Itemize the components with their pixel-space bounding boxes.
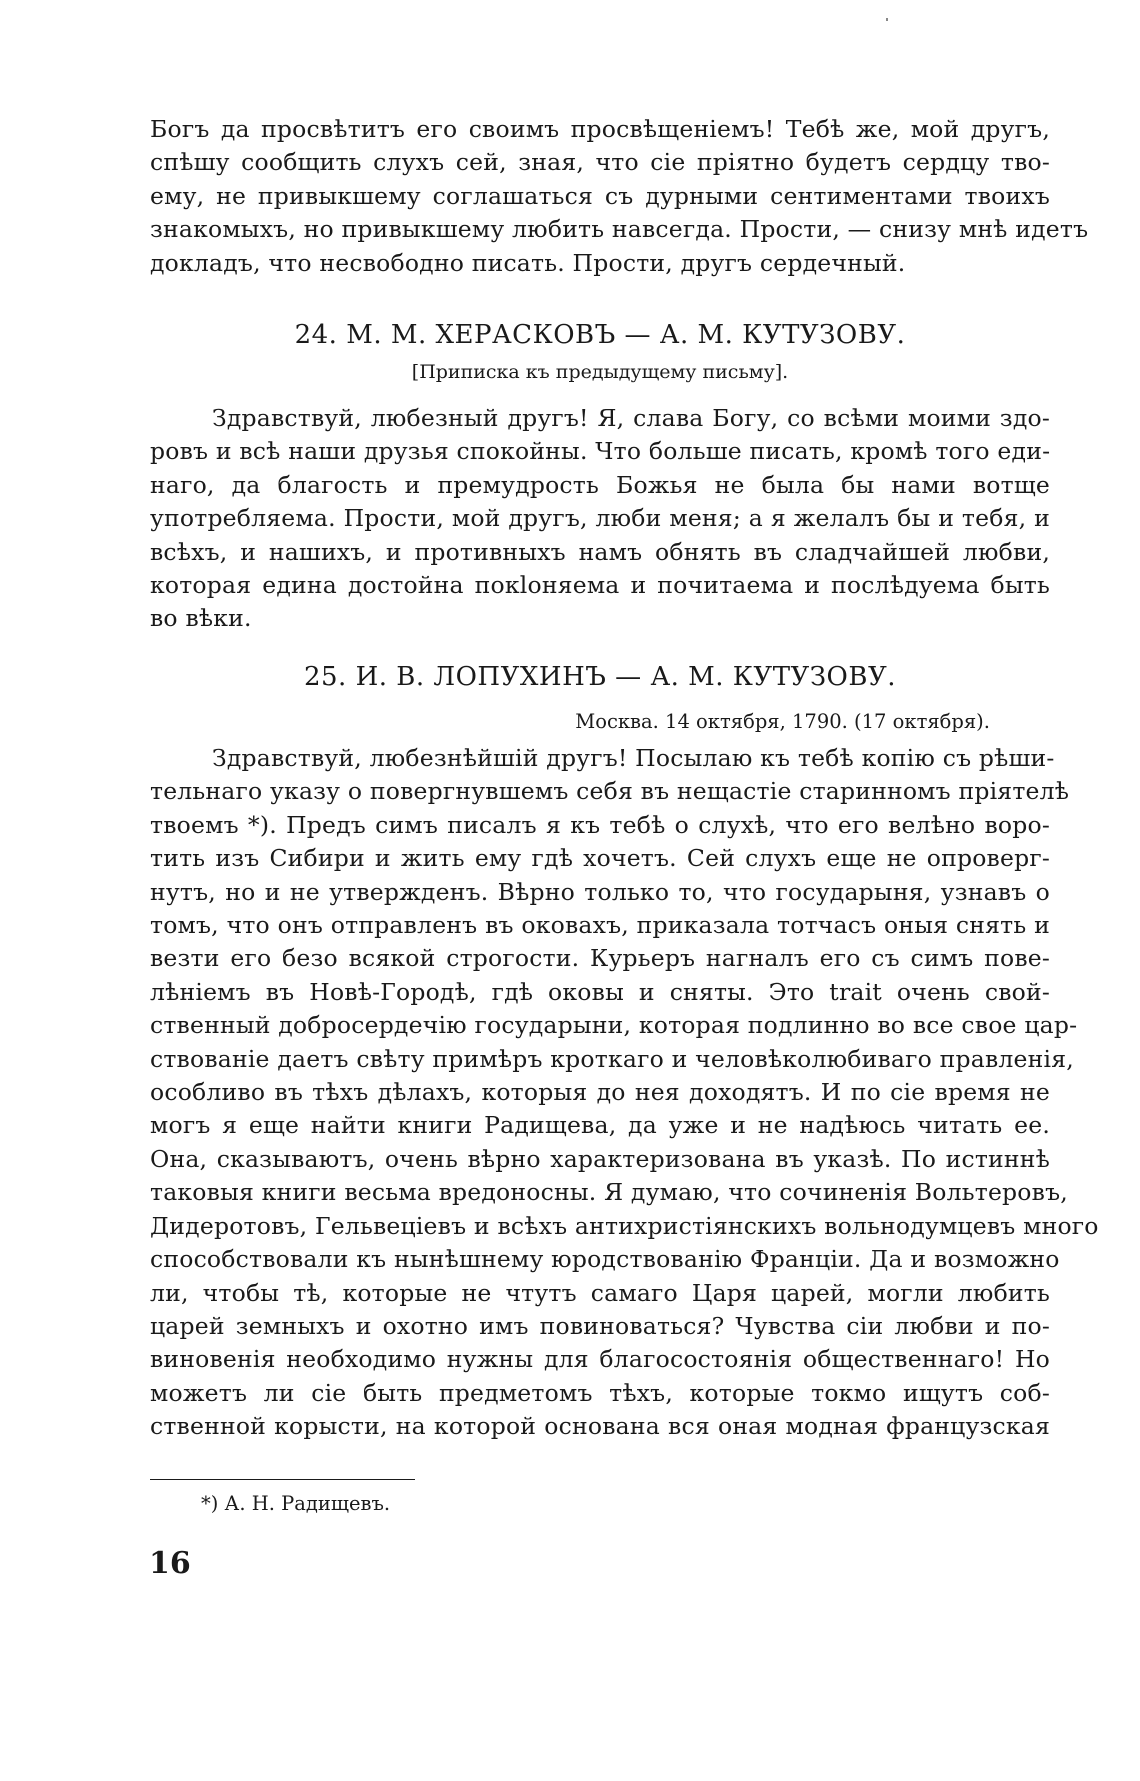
letter-25-dateline: Москва. 14 октября, 1790. (17 октября). — [575, 710, 990, 733]
text-line: виновенія необходимо нужны для благосостоянія общественнаго! Но — [150, 1345, 1050, 1374]
text-line: особливо въ тѣхъ дѣлахъ, которыя до нея доходятъ. И по сіе время не — [150, 1078, 1050, 1107]
letter-24-subnote: [Приписка къ предыдущему письму]. — [411, 361, 789, 383]
text-line: Богъ да просвѣтитъ его своимъ просвѣщеніемъ! Тебѣ же, мой другъ, — [150, 115, 1050, 143]
text-line: таковыя книги весьма вредоносны. Я думаю, что сочиненія Вольтеровъ, — [150, 1178, 1068, 1207]
text-line: способствовали къ нынѣшнему юродствованію Франціи. Да и возможно — [150, 1245, 1060, 1274]
text-line: лѣніемъ въ Новѣ-Городѣ, гдѣ оковы и сняты. Это trait очень свой- — [150, 977, 1050, 1006]
page-number: 16 — [149, 1546, 191, 1581]
letter-25-body — [150, 742, 1099, 1444]
text-line: ствованіе даетъ свѣту примѣръ кроткаго и человѣколюбиваго правленія, — [150, 1044, 1074, 1073]
letter-24-heading: 24. М. М. ХЕРАСКОВЪ — А. М. КУТУЗОВУ. — [294, 320, 906, 350]
text-line: ему, не привыкшему соглашаться съ дурными сентиментами твоихъ — [150, 181, 1050, 210]
text-line: можетъ ли сіе быть предметомъ тѣхъ, которые токмо ищутъ соб- — [150, 1378, 1050, 1407]
text-line: всѣхъ, и нашихъ, и противныхъ намъ обнять въ сладчайшей любви, — [150, 537, 1050, 566]
opening-paragraph — [150, 113, 1089, 280]
text-line: Дидеротовъ, Гельвеціевъ и всѣхъ антихристіянскихъ вольнодумцевъ много — [150, 1211, 1099, 1240]
text-line: тельнаго указу о повергнувшемъ себя въ нещастіе старинномъ пріятелѣ — [150, 777, 1070, 806]
text-line: томъ, что онъ отправленъ въ оковахъ, приказала тотчасъ оныя снять и — [150, 911, 1050, 940]
text-line: ли, чтобы тѣ, которые не чтутъ самаго Царя царей, могли любить — [150, 1278, 1050, 1307]
text-line: которая едина достойна покlоняема и почитаема и послѣдуема быть — [150, 571, 1050, 600]
text-line: спѣшу сообщить слухъ сей, зная, что сіе пріятно будетъ сердцу тво- — [150, 148, 1050, 177]
text-line: ровъ и всѣ наши друзья спокойны. Что больше писать, кромѣ того еди- — [150, 437, 1051, 466]
text-line: ственный добросердечію государыни, которая подлинно во все свое цар- — [150, 1011, 1078, 1040]
letter-25-heading: 25. И. В. ЛОПУХИНЪ — А. М. КУТУЗОВУ. — [303, 662, 897, 692]
text-line: тить изъ Сибири и жить ему гдѣ хочетъ. Сей слухъ еще не опроверг- — [150, 844, 1050, 873]
text-line: наго, да благость и премудрость Божья не была бы нами вотще — [150, 470, 1050, 499]
text-line: употребляема. Прости, мой другъ, люби меня; а я желалъ бы и тебя, и — [150, 504, 1050, 533]
text-line: царей земныхъ и охотно имъ повиноваться? Чувства сіи любви и по- — [150, 1311, 1050, 1340]
text-line: Здравствуй, любезный другъ! Я, слава Богу, со всѣми моими здо- — [212, 404, 1050, 432]
text-line: могъ я еще найти книги Радищева, да уже и не надѣюсь читать ее. — [150, 1111, 1050, 1140]
print-speck — [886, 18, 888, 21]
text-line: ственной корысти, на которой основана вся оная модная французская — [150, 1412, 1050, 1441]
text-line: нутъ, но и не утвержденъ. Вѣрно только то, что государыня, узнавъ о — [150, 877, 1050, 906]
footnote-divider — [150, 1479, 415, 1480]
text-line: везти его безо всякой строгости. Курьеръ нагналъ его съ симъ пове- — [150, 944, 1050, 973]
text-line: Здравствуй, любезнѣйшій другъ! Посылаю къ тебѣ копію съ рѣши- — [212, 744, 1055, 772]
text-line: докладъ, что несвободно писать. Прости, другъ сердечный. — [150, 248, 906, 277]
text-line: во вѣки. — [150, 604, 252, 633]
footnote: *) А. Н. Радищевъ. — [201, 1492, 391, 1515]
text-line: твоемъ *). Предъ симъ писалъ я къ тебѣ о слухѣ, что его велѣно воро- — [150, 810, 1050, 839]
text-line: знакомыхъ, но привыкшему любить навсегда. Прости, — снизу мнѣ идетъ — [150, 215, 1089, 244]
text-line: Она, сказываютъ, очень вѣрно характеризована въ указѣ. По истиннѣ — [150, 1144, 1050, 1173]
letter-24-body — [150, 402, 1050, 636]
